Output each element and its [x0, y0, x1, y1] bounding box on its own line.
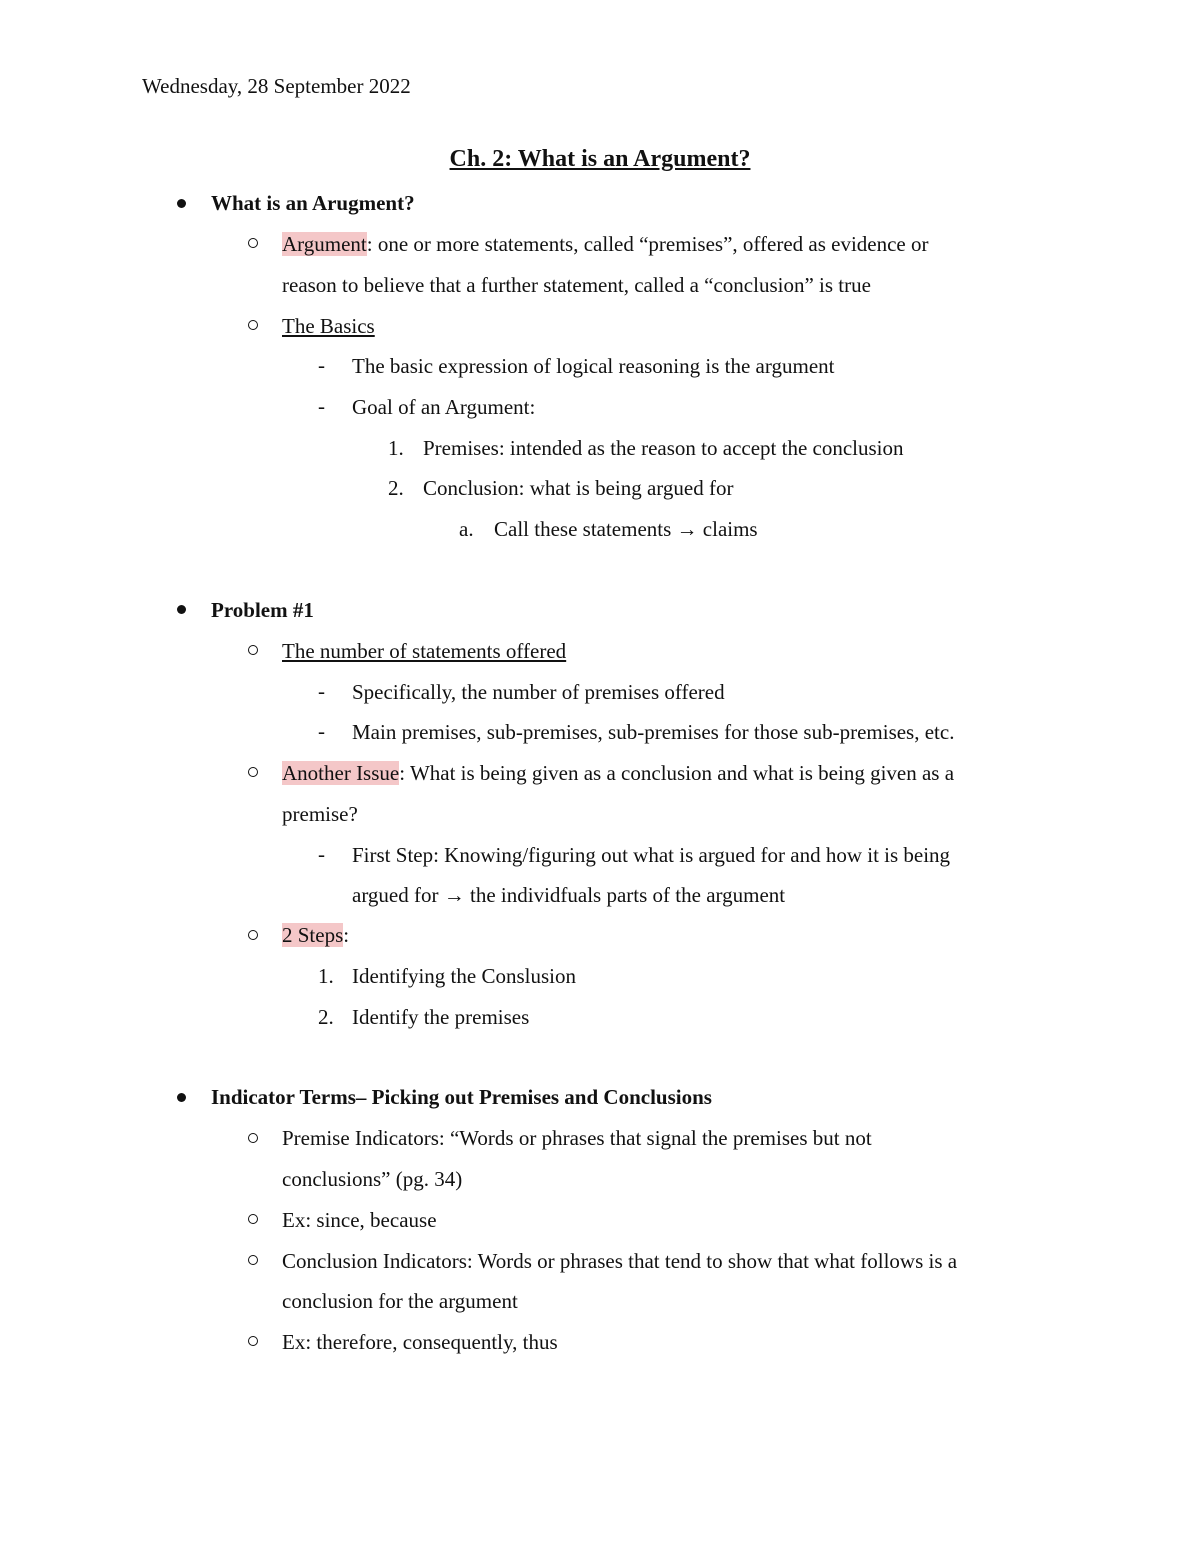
circle-bullet-icon [248, 1255, 258, 1265]
list-item-continuation: premise? [282, 802, 358, 826]
list-item: Identify the premises [352, 1005, 530, 1029]
list-item-continuation: argued for → the individfuals parts of the argument [352, 883, 786, 907]
list-item: First Step: Knowing/figuring out what is argued for and how it is being [352, 843, 951, 867]
list-item: Argument: one or more statements, called “premises”, offered as evidence or [282, 232, 929, 256]
dash-bullet-icon: - [318, 719, 325, 743]
list-number: 2. [388, 476, 404, 500]
list-item: Conclusion: what is being argued for [423, 476, 734, 500]
list-item-continuation: reason to believe that a further statement, called a “conclusion” is true [282, 273, 871, 297]
list-number: 2. [318, 1005, 334, 1029]
dash-bullet-icon: - [318, 353, 325, 377]
list-item: Specifically, the number of premises offered [352, 680, 725, 704]
bullet-icon [177, 199, 186, 208]
circle-bullet-icon [248, 1133, 258, 1143]
list-item: Conclusion Indicators: Words or phrases that tend to show that what follows is a [282, 1249, 958, 1273]
circle-bullet-icon [248, 767, 258, 777]
list-letter: a. [459, 517, 474, 541]
circle-bullet-icon [248, 645, 258, 655]
highlighted-term: Argument [282, 232, 367, 256]
list-item-continuation: conclusions” (pg. 34) [282, 1167, 463, 1191]
list-item: Main premises, sub-premises, sub-premises for those sub-premises, etc. [352, 720, 955, 744]
highlighted-term: 2 Steps [282, 923, 344, 947]
list-item: Another Issue: What is being given as a conclusion and what is being given as a [282, 761, 955, 785]
section-heading: Problem #1 [211, 598, 314, 622]
dash-bullet-icon: - [318, 679, 325, 703]
list-item: Premise Indicators: “Words or phrases that signal the premises but not [282, 1126, 872, 1150]
list-number: 1. [318, 964, 334, 988]
section-heading: Indicator Terms– Picking out Premises and Conclusions [211, 1085, 712, 1109]
list-item: Identifying the Conslusion [352, 964, 576, 988]
circle-bullet-icon [248, 1214, 258, 1224]
circle-bullet-icon [248, 238, 258, 248]
dash-bullet-icon: - [318, 394, 325, 418]
highlighted-term: Another Issue [282, 761, 400, 785]
document-date: Wednesday, 28 September 2022 [142, 74, 411, 98]
bullet-icon [177, 1093, 186, 1102]
list-item: Call these statements → claims [494, 517, 758, 541]
bullet-icon [177, 605, 186, 614]
circle-bullet-icon [248, 930, 258, 940]
list-item: The Basics [282, 314, 375, 338]
list-item: 2 Steps: [282, 923, 350, 947]
list-item: Premises: intended as the reason to accept the conclusion [423, 436, 904, 460]
list-item: The basic expression of logical reasoning is the argument [352, 354, 835, 378]
list-item-continuation: conclusion for the argument [282, 1289, 518, 1313]
circle-bullet-icon [248, 1336, 258, 1346]
list-item: The number of statements offered [282, 639, 567, 663]
list-item: Ex: therefore, consequently, thus [282, 1330, 558, 1354]
list-item: Ex: since, because [282, 1208, 437, 1232]
list-number: 1. [388, 436, 404, 460]
list-item: Goal of an Argument: [352, 395, 536, 419]
section-heading: What is an Arugment? [211, 191, 415, 215]
circle-bullet-icon [248, 320, 258, 330]
page-title: Ch. 2: What is an Argument? [449, 146, 751, 172]
dash-bullet-icon: - [318, 842, 325, 866]
